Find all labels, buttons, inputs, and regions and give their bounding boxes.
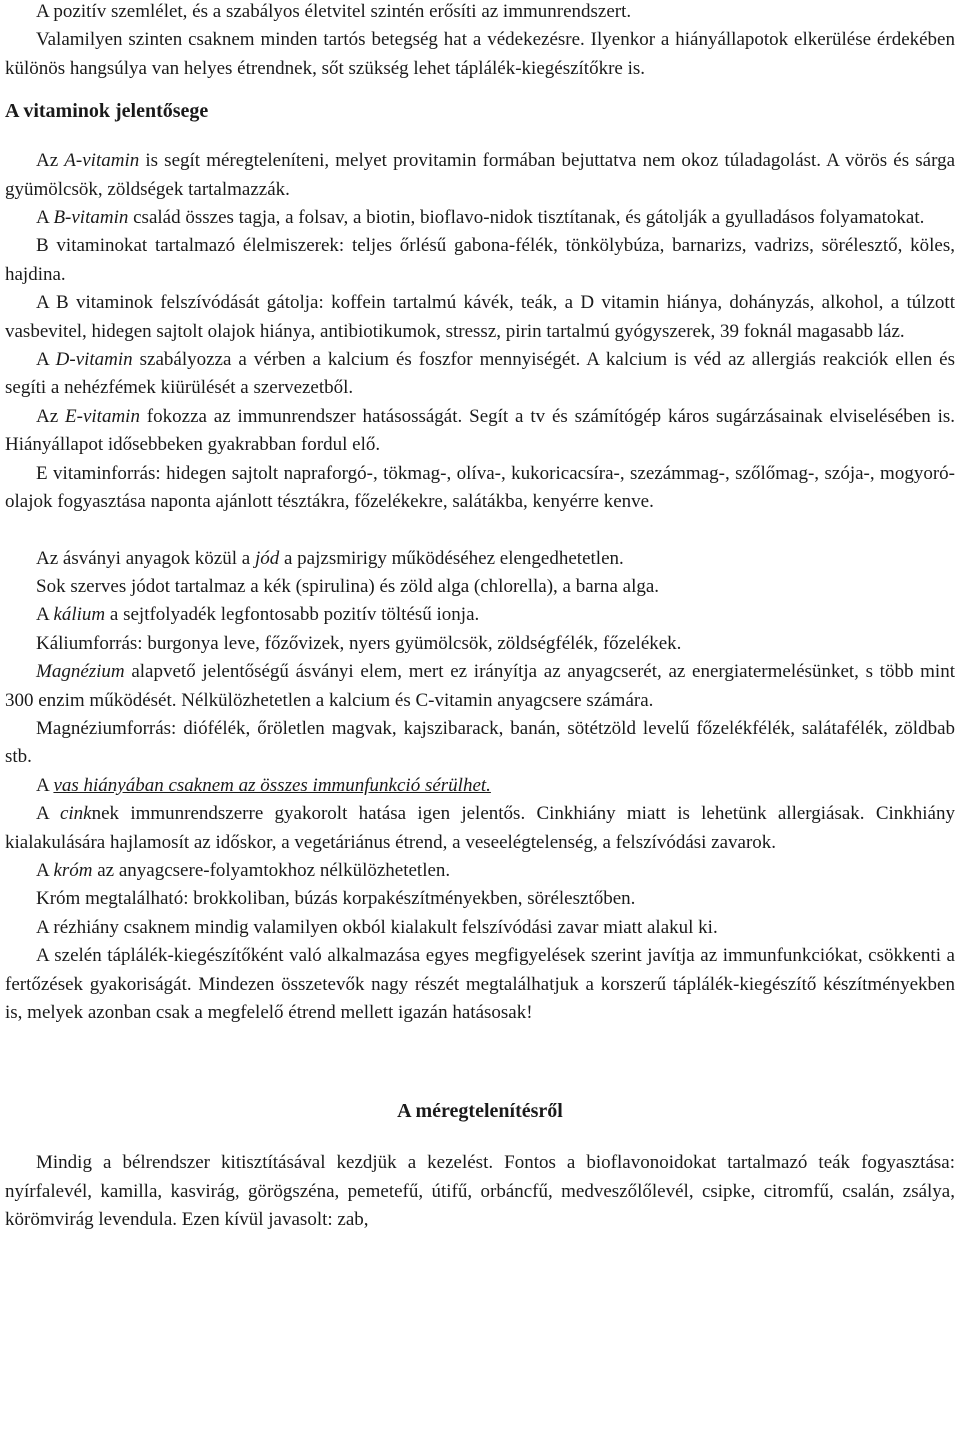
vitamin-d-term: D-vitamin: [55, 349, 133, 371]
vitamin-e-sources-paragraph: E vitaminforrás: hidegen sajtolt napraforgó-, tökmag-, olíva-, kukoricacsíra-, szezámmag-, szőlőmag-, szója-, mogyoró-olajok fogyasztása naponta ajánlott tésztákra, főzelékekre, salátákba, kenyérre kenve.: [5, 462, 955, 513]
vitamin-b-absorption-paragraph: A B vitaminok felszívódását gátolja: koffein tartalmú kávék, teák, a D vitamin hiánya, dohányzás, alkohol, a túlzott vasbevitel, hidegen sajtolt olajok hiánya, antibiotikumok, stressz, pirin tartalmú gyógyszerek, 39 foknál magasabb láz.: [5, 292, 955, 342]
vitamin-e-term: E-vitamin: [65, 405, 140, 427]
potassium-term: kálium: [53, 604, 106, 626]
vitamin-a-paragraph: Az A-vitamin is segít méregteleníteni, melyet provitamin formában bejuttatva nem okoz túladagolást. A vörös és sárga gyümölcsök, zöldségek tartalmazzák.: [5, 150, 956, 200]
selenium-paragraph: A szelén táplálék-kiegészítőként való alkalmazása egyes megfigyelések szerint javítja az immunfunkciókat, csökkenti a fertőzések gyakoriságát. Mindezen összetevők nagy részét megtalálhatjuk a korszerű táplálék-kiegészítő készítményekben is, melyek azonban csak a megfelelő étrend mellett igazán hatásosak!: [5, 945, 955, 1023]
iron-paragraph: A vas hiányában csaknem az összes immunfunkció sérülhet.: [36, 774, 491, 796]
iron-term: vas hiányában csaknem az összes immunfunkció sérülhet.: [53, 774, 491, 796]
intro-paragraph-2: Valamilyen szinten csaknem minden tartós betegség hat a védekezésre. Ilyenkor a hiányállapotok elkerülése érdekében különös hangsúlya van helyes étrendnek, sőt szükség lehet táplálék-kiegészítőkre is.: [5, 29, 955, 79]
vitamin-b-foods-paragraph: B vitaminokat tartalmazó élelmiszerek: teljes őrlésű gabona-félék, tönkölybúza, barnarizs, vadrizs, sörélesztő, köles, hajdina.: [5, 235, 955, 285]
vitamins-heading: A vitaminok jelentősege: [5, 100, 209, 123]
detox-paragraph: Mindig a bélrendszer kitisztításával kezdjük a kezelést. Fontos a bioflavonoidokat tartalmazó teák fogyasztása: nyírfalevél, kamilla, kasvirág, görögszéna, pemetefű, útifű, orbáncfű, medveszőlőlevél, csipke, citromfű, csalán, zsálya, körömvirág levendula. Ezen kívül javasolt: zab,: [5, 1152, 955, 1231]
magnesium-sources-paragraph: Magnéziumforrás: diófélék, őröletlen magvak, kajszibarack, banán, sötétzöld levelű főzelékfélék, salátafélék, zöldbab stb.: [5, 717, 955, 768]
vitamin-e-paragraph: Az E-vitamin fokozza az immunrendszer hatásosságát. Segít a tv és számítógép káros sugárzásainak elviselésében is. Hiányállapot idősebbeken gyakrabban fordul elő.: [5, 405, 956, 456]
detox-heading: A méregtelenítésről: [397, 1100, 563, 1123]
potassium-paragraph: A kálium a sejtfolyadék legfontosabb pozitív töltésű ionja.: [36, 604, 480, 626]
vitamin-b-paragraph: A B-vitamin család összes tagja, a folsav, a biotin, bioflavo-nidok tisztítanak, és gátolják a gyulladásos folyamatokat.: [36, 207, 925, 229]
magnesium-paragraph: Magnézium alapvető jelentőségű ásványi elem, mert ez irányítja az anyagcserét, az energiatermelésünket, s több mint 300 enzim működését. Nélkülözhetetlen a kalcium és C-vitamin anyagcsere számára.: [5, 661, 955, 711]
iodine-paragraph: Az ásványi anyagok közül a jód a pajzsmirigy működéséhez elengedhetetlen.: [36, 547, 624, 569]
algae-paragraph: Sok szerves jódot tartalmaz a kék (spirulina) és zöld alga (chlorella), a barna alga.: [36, 575, 660, 597]
potassium-sources-paragraph: Káliumforrás: burgonya leve, főzővizek, nyers gyümölcsök, zöldségfélék, főzelékek.: [36, 632, 682, 654]
copper-paragraph: A rézhiány csaknem mindig valamilyen okból kialakult felszívódási zavar miatt alakul ki.: [36, 916, 718, 938]
chromium-term: króm: [53, 859, 93, 881]
magnesium-term: Magnézium: [36, 661, 125, 683]
chromium-paragraph: A króm az anyagcsere-folyamtokhoz nélkülözhetetlen.: [36, 859, 451, 881]
vitamin-a-term: A-vitamin: [64, 150, 140, 172]
vitamin-d-paragraph: A D-vitamin szabályozza a vérben a kalcium és foszfor mennyiségét. A kalcium is véd az allergiás reakciók ellen és segíti a nehézfémek kiürülését a szervezetből.: [5, 349, 955, 399]
vitamin-b-term: B-vitamin: [53, 207, 129, 229]
document-page: [5, 0, 955, 1235]
chromium-sources-paragraph: Króm megtalálható: brokkoliban, búzás korpakészítményekben, sörélesztőben.: [36, 888, 636, 910]
zinc-term: cink: [59, 803, 92, 825]
intro-paragraph-1: A pozitív szemlélet, és a szabályos életvitel szintén erősíti az immunrendszert.: [36, 1, 632, 22]
iodine-term: jód: [254, 547, 280, 569]
zinc-paragraph: A cinknek immunrendszerre gyakorolt hatása igen jelentős. Cinkhiány miatt is lehetünk allergiásak. Cinkhiány kialakulására hajlamosít az időskor, a vegetáriánus étrend, a veseelégtelenség, a felszívódási zavarok.: [5, 803, 955, 853]
